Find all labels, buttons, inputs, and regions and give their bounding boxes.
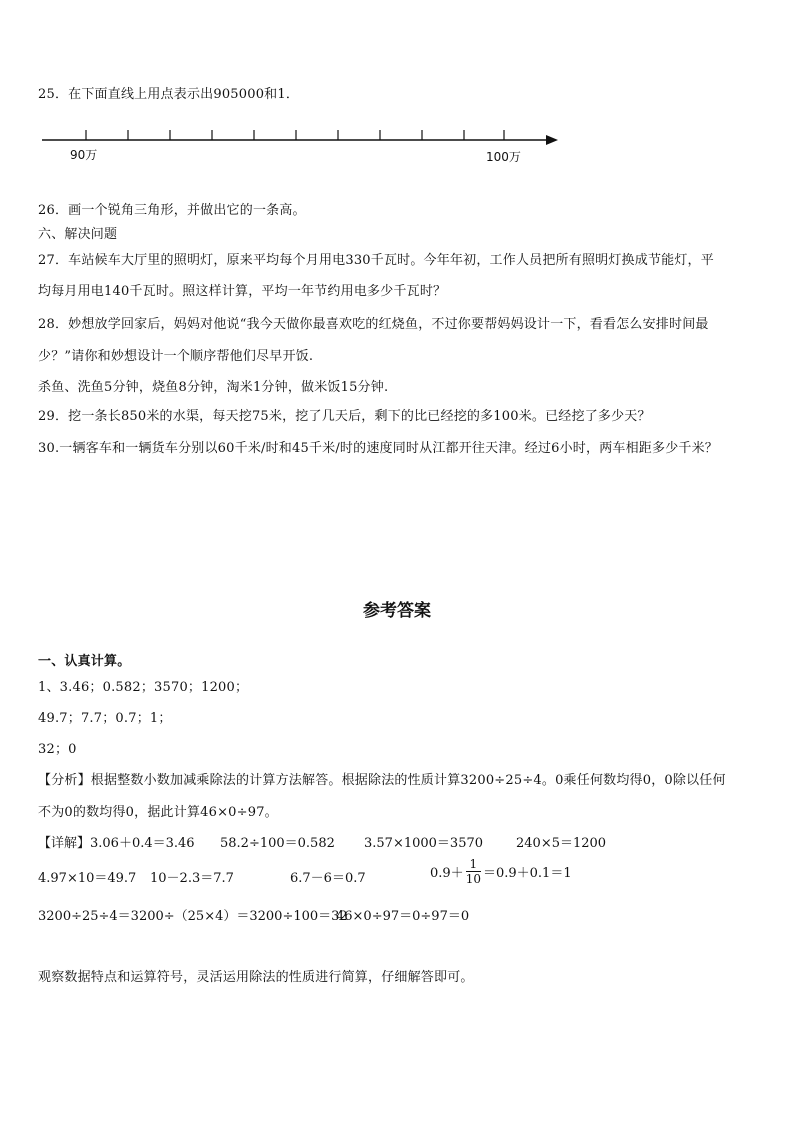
number-line bbox=[38, 118, 568, 168]
answer-line-3: 32；0 bbox=[38, 742, 77, 757]
calc-row2-d bbox=[430, 857, 572, 886]
answer-line-2: 49.7；7.7；0.7；1； bbox=[38, 711, 172, 726]
calc-row2-c: 6.7－6＝0.7 bbox=[290, 871, 366, 886]
fraction bbox=[466, 857, 481, 886]
detail-label: 【详解】3.06＋0.4＝3.46 bbox=[38, 836, 195, 851]
calc-row1-c: 240×5＝1200 bbox=[516, 836, 607, 851]
question-27-line-2: 均每月用电140千瓦时。照这样计算，平均一年节约用电多少千瓦时？ bbox=[38, 284, 447, 299]
calc-row3-b: 46×0÷97＝0÷97＝0 bbox=[336, 909, 470, 924]
question-29: 29．挖一条长850米的水渠，每天挖75米，挖了几天后，剩下的比已经挖的多100米。已经挖了多少天？ bbox=[38, 409, 651, 424]
calc-row2-a: 4.97×10＝49.7 bbox=[38, 871, 137, 886]
fraction-denominator: 10 bbox=[465, 872, 481, 886]
question-28-line-1: 28．妙想放学回家后，妈妈对他说“我今天做你最喜欢吃的红烧鱼，不过你要帮妈妈设计一下，看看怎么安排时间最 bbox=[38, 317, 709, 332]
calc-row2-b: 10－2.3＝7.7 bbox=[150, 871, 234, 886]
observation-note: 观察数据特点和运算符号，灵活运用除法的性质进行简算，仔细解答即可。 bbox=[38, 970, 474, 985]
number-line-left-label: 90万 bbox=[70, 148, 98, 162]
calc-row1-b: 3.57×1000＝3570 bbox=[364, 836, 484, 851]
analysis-line-2: 不为0的数均得0，据此计算46×0÷97。 bbox=[38, 805, 278, 820]
question-26: 26．画一个锐角三角形，并做出它的一条高。 bbox=[38, 203, 306, 218]
section-heading-6: 六、解决问题 bbox=[38, 227, 118, 242]
analysis-line-1: 【分析】根据整数小数加减乘除法的计算方法解答。根据除法的性质计算3200÷25÷4。0乘任何数均得0，0除以任何 bbox=[38, 773, 726, 788]
number-line-arrow bbox=[546, 135, 558, 145]
answer-line-1: 1、3.46；0.582；3570；1200； bbox=[38, 680, 249, 695]
calc-row1-a: 58.2÷100＝0.582 bbox=[220, 836, 335, 851]
fraction-prefix: 0.9＋ bbox=[430, 866, 464, 881]
number-line-right-label: 100万 bbox=[486, 150, 521, 164]
fraction-numerator: 1 bbox=[469, 857, 478, 871]
calc-row3-a: 3200÷25÷4＝3200÷（25×4）＝3200÷100＝32 bbox=[38, 909, 348, 924]
question-25: 25．在下面直线上用点表示出905000和1． bbox=[38, 87, 300, 102]
answers-title: 参考答案 bbox=[363, 601, 431, 621]
question-28-line-3: 杀鱼、洗鱼5分钟，烧鱼8分钟，淘米1分钟，做米饭15分钟. bbox=[38, 380, 389, 395]
question-30: 30.一辆客车和一辆货车分别以60千米/时和45千米/时的速度同时从江都开往天津。经过6小时，两车相距多少千米？ bbox=[38, 441, 718, 456]
question-27-line-1: 27．车站候车大厅里的照明灯，原来平均每个月用电330千瓦时。今年年初，工作人员把所有照明灯换成节能灯，平 bbox=[38, 253, 714, 268]
question-28-line-2: 少？”请你和妙想设计一个顺序帮他们尽早开饭. bbox=[38, 349, 314, 364]
answers-section-1: 一、认真计算。 bbox=[38, 654, 131, 669]
fraction-suffix: ＝0.9＋0.1＝1 bbox=[482, 866, 572, 881]
number-line-ticks bbox=[86, 130, 504, 140]
